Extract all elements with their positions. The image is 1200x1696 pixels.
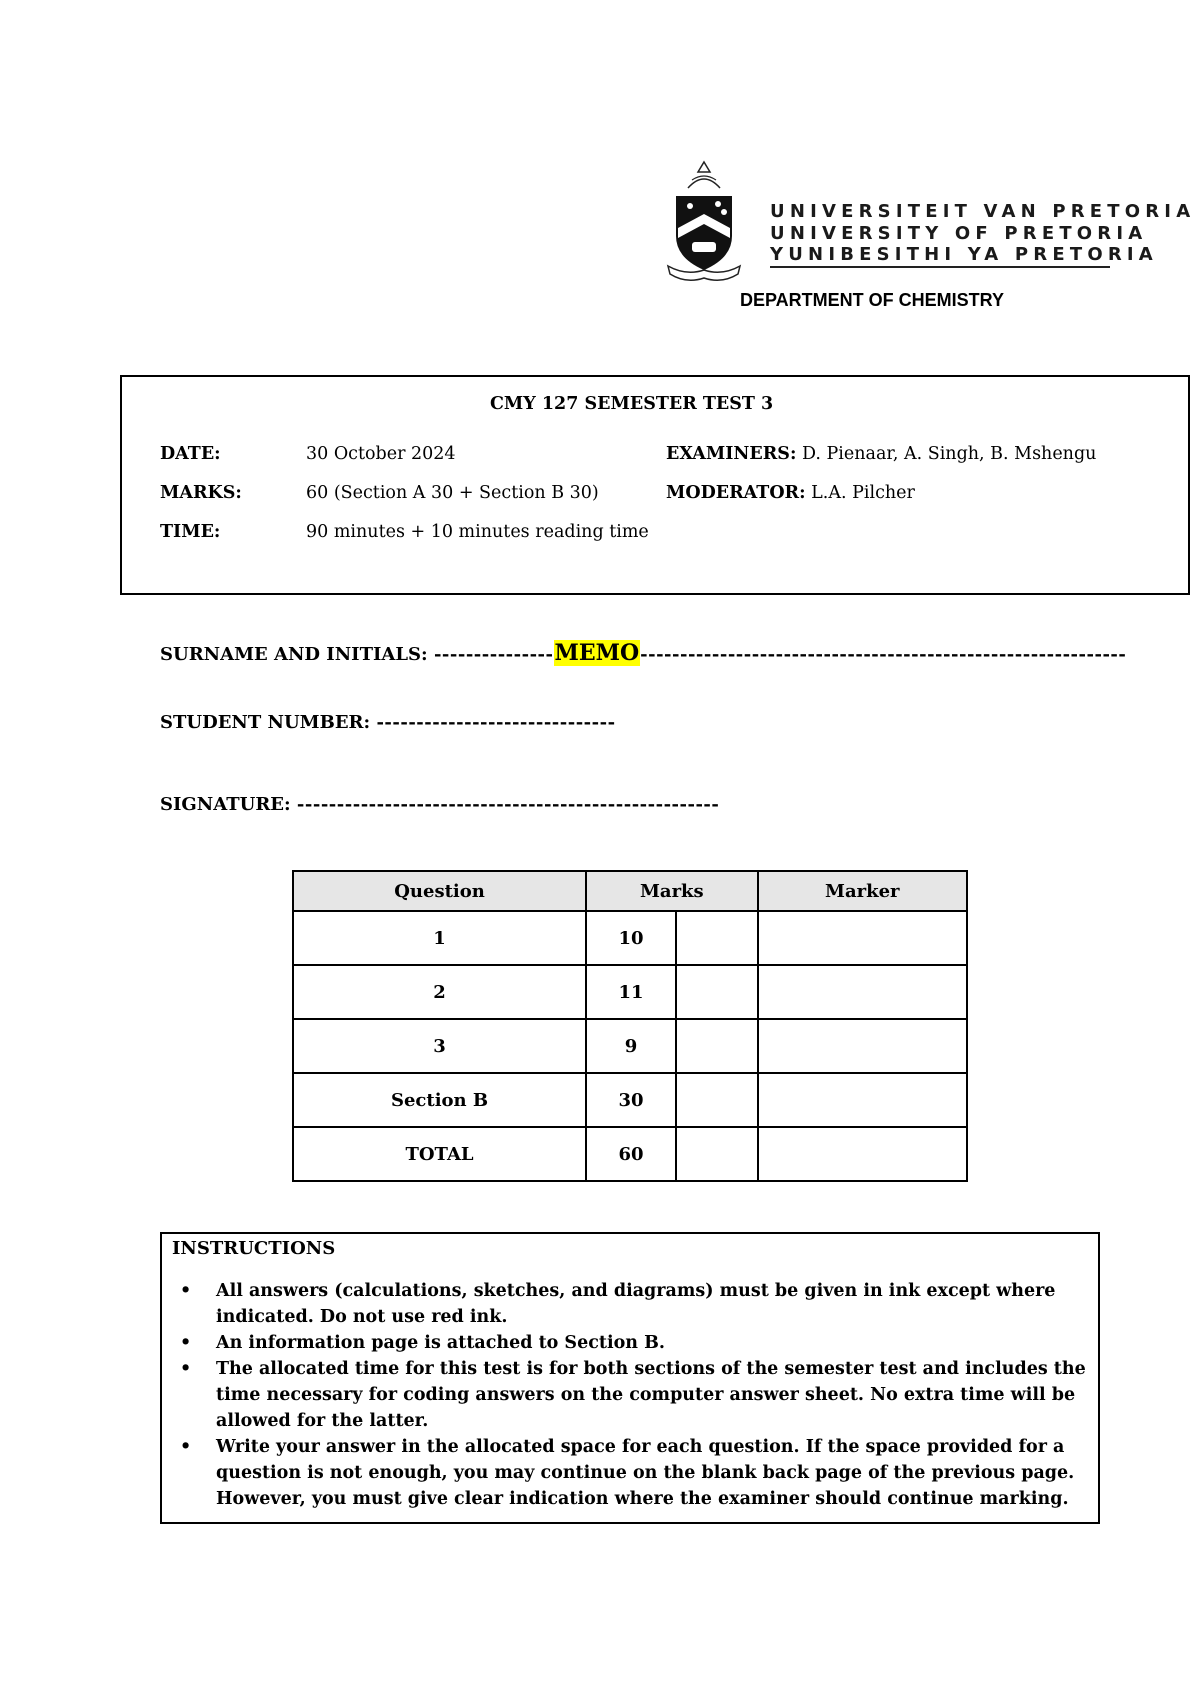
bullet-icon: • (180, 1437, 192, 1457)
table-row (293, 1073, 967, 1127)
question-cell: 3 (293, 1019, 586, 1073)
marks-cell: 11 (586, 965, 676, 1019)
table-row (293, 965, 967, 1019)
university-name-afrikaans: UNIVERSITEIT VAN PRETORIA (770, 201, 1196, 222)
university-crest-icon (664, 158, 744, 282)
score-cell[interactable] (676, 911, 758, 965)
table-row (293, 1019, 967, 1073)
marker-cell[interactable] (758, 1127, 967, 1181)
score-cell[interactable] (676, 965, 758, 1019)
instruction-text: An information page is attached to Section B. (216, 1333, 665, 1353)
surname-value-memo: MEMO (554, 640, 640, 666)
table-row (293, 911, 967, 965)
marks-label: MARKS: (160, 483, 242, 503)
marks-cell: 30 (586, 1073, 676, 1127)
marker-cell[interactable] (758, 965, 967, 1019)
marker-cell[interactable] (758, 1073, 967, 1127)
list-item (172, 1434, 1092, 1512)
marks-cell: 60 (586, 1127, 676, 1181)
university-name-english: UNIVERSITY OF PRETORIA (770, 223, 1148, 244)
moderator-label: MODERATOR: (666, 483, 806, 503)
marks-value: 60 (Section A 30 + Section B 30) (306, 483, 599, 503)
test-title: CMY 127 SEMESTER TEST 3 (490, 394, 774, 414)
time-label: TIME: (160, 522, 221, 542)
examiners-value: D. Pienaar, A. Singh, B. Mshengu (801, 444, 1097, 464)
header-marker: Marker (758, 871, 967, 911)
marker-cell[interactable] (758, 911, 967, 965)
list-item (172, 1356, 1092, 1434)
student-number-dashes: ------------------------------ (376, 712, 616, 733)
marks-table (292, 870, 968, 1182)
moderator-value: L.A. Pilcher (811, 483, 915, 503)
student-number-field (160, 712, 616, 733)
marks-table-header-row (293, 871, 967, 911)
time-value: 90 minutes + 10 minutes reading time (306, 522, 649, 542)
marks-cell: 9 (586, 1019, 676, 1073)
question-cell: 2 (293, 965, 586, 1019)
department-name: DEPARTMENT OF CHEMISTRY (740, 290, 1004, 310)
signature-dashes: ----------------------------------------------------- (296, 794, 720, 815)
surname-field (160, 640, 1126, 666)
examiners-label: EXAMINERS: (666, 444, 797, 464)
list-item (172, 1278, 1092, 1330)
bullet-icon: • (180, 1281, 192, 1301)
signature-field (160, 794, 719, 815)
signature-label: SIGNATURE: (160, 794, 291, 815)
bullet-icon: • (180, 1333, 192, 1353)
bullet-icon: • (180, 1359, 192, 1379)
header-marks: Marks (586, 871, 758, 911)
list-item (172, 1330, 1092, 1356)
surname-label: SURNAME AND INITIALS: (160, 644, 428, 665)
instruction-text: The allocated time for this test is for both sections of the semester test and includes the time necessary for coding answers on the computer answer sheet. No extra time will be allowed for the latter. (216, 1359, 1086, 1431)
table-row (293, 1127, 967, 1181)
date-label: DATE: (160, 444, 221, 464)
university-name-sepedi: YUNIBESITHI YA PRETORIA (770, 244, 1158, 265)
surname-dashes-before: --------------- (433, 644, 554, 665)
moderator-line (666, 483, 915, 503)
question-cell: Section B (293, 1073, 586, 1127)
marks-cell: 10 (586, 911, 676, 965)
header-question: Question (293, 871, 586, 911)
question-cell: TOTAL (293, 1127, 586, 1181)
instruction-text: Write your answer in the allocated space for each question. If the space provided for a question is not enough, you may continue on the blank back page of the previous page. However, you must give clear indication where the examiner should continue marking. (216, 1437, 1075, 1509)
score-cell[interactable] (676, 1127, 758, 1181)
question-cell: 1 (293, 911, 586, 965)
university-name-rule (770, 266, 1110, 268)
instructions-title: INSTRUCTIONS (172, 1238, 336, 1259)
instructions-list (172, 1278, 1092, 1512)
marker-cell[interactable] (758, 1019, 967, 1073)
instruction-text: All answers (calculations, sketches, and diagrams) must be given in ink except where indicated. Do not use red ink. (216, 1281, 1056, 1327)
surname-dashes-after: ------------------------------------------------------------- (640, 644, 1127, 665)
examiners-line (666, 444, 1096, 464)
score-cell[interactable] (676, 1073, 758, 1127)
score-cell[interactable] (676, 1019, 758, 1073)
student-number-label: STUDENT NUMBER: (160, 712, 371, 733)
date-value: 30 October 2024 (306, 444, 456, 464)
